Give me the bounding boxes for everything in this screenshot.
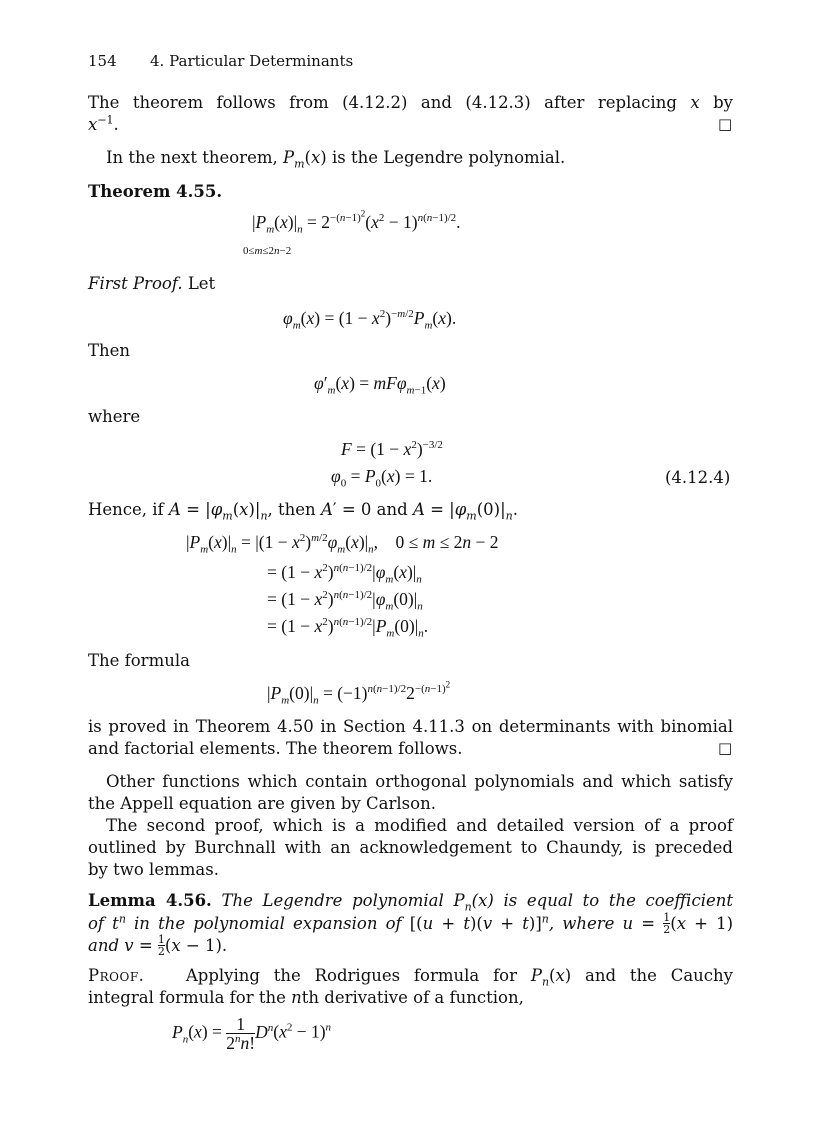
rodrigues-formula: $P_n(x)$ = $\frac{1}{2^nn!}$ $D^n(x^2 - 1)^n$ xyxy=(172,1014,332,1053)
theorem-range: 0≤m≤2n−2 xyxy=(243,245,292,257)
phi-definition: $\varphi_m(x) = (1 - x^2)^{-m/2}P_m(x)$. xyxy=(283,308,457,332)
running-header: 4. Particular Determinants xyxy=(150,52,354,70)
phi-derivative: $\varphi'_m(x) = mF\varphi_{m-1}(x)$ xyxy=(314,373,446,397)
other-line-1: Other functions which contain orthogonal polynomials and which satisfy xyxy=(106,772,733,791)
formula-equation: $|P_m(0)|_n = (-1)^{n(n-1)/2}2^{-(n-1)^2}$ xyxy=(267,679,451,707)
formula-intro: The formula xyxy=(88,651,190,670)
qed-box: □ xyxy=(718,115,733,133)
theorem-equation: $|P_m(x)|_n = 2^{-(n-1)^2}(x^2 - 1)^{n(n-1)/2}$. xyxy=(252,208,461,236)
other-line-2: the Appell equation are given by Carlson. xyxy=(88,794,436,813)
second-line-2: outlined by Burchnall with an acknowledgement to Chaundy, is preceded xyxy=(88,838,733,857)
proved-line-1: is proved in Theorem 4.50 in Section 4.11.3 on determinants with binomial xyxy=(88,717,733,736)
proof-line-2: integral formula for the nth derivative of a function, xyxy=(88,988,524,1007)
lemma-line-2: of $t^n$ in the polynomial expansion of $[(u + t)(v + t)]^n$, where u = $\frac{1}{2}$ (x + 1) xyxy=(88,911,734,936)
theorem-title: Theorem 4.55. xyxy=(88,182,223,201)
hence-line: Hence, if $A = |\varphi_m(x)|_n$, then A′ = 0 and $A = |\varphi_m(0)|_n$. xyxy=(88,500,519,523)
lemma-line-3: and v = $\frac{1}{2}$ (x − 1). xyxy=(88,933,228,958)
second-line-1: The second proof, which is a modified and detailed version of a proof xyxy=(106,816,733,835)
then-word: Then xyxy=(88,341,131,360)
chain-line-1: $|P_m(x)|_n = |(1 - x^2)^{m/2}\varphi_m(x)|_n$, 0 ≤ m ≤ 2n − 2 xyxy=(186,532,499,556)
where-word: where xyxy=(88,407,141,426)
intro-line-2: $x^{-1}$. xyxy=(88,113,119,134)
page-number: 154 xyxy=(88,52,117,70)
equation-number: (4.12.4) xyxy=(665,468,731,487)
chain-line-4: = $(1 - x^2)^{n(n-1)/2}|P_m(0)|_n$. xyxy=(267,616,429,640)
chain-line-2: = $(1 - x^2)^{n(n-1)/2}|\varphi_m(x)|_n$ xyxy=(267,562,422,586)
intro-line-3: In the next theorem, $P_m(x)$ is the Legendre polynomial. xyxy=(106,148,566,171)
qed-box: □ xyxy=(718,739,733,757)
proof-line-1: Proof. Applying the Rodrigues formula for $P_n(x)$ and the Cauchy xyxy=(88,966,734,989)
intro-line-1: The theorem follows from (4.12.2) and (4.12.3) after replacing x by xyxy=(88,93,733,112)
chain-line-3: = $(1 - x^2)^{n(n-1)/2}|\varphi_m(0)|_n$ xyxy=(267,589,423,613)
F-definition: $F = (1 - x^2)^{-3/2}$ xyxy=(341,439,443,459)
first-proof-label: First Proof. Let xyxy=(88,274,216,293)
proved-line-2: and factorial elements. The theorem follows. xyxy=(88,739,463,758)
second-line-3: by two lemmas. xyxy=(88,860,219,879)
phi0-definition: $\varphi_0 = P_0(x) = 1$. xyxy=(331,466,433,490)
lemma-line-1: Lemma 4.56. The Legendre polynomial $P_n(x)$ is equal to the coefficient xyxy=(88,891,733,914)
